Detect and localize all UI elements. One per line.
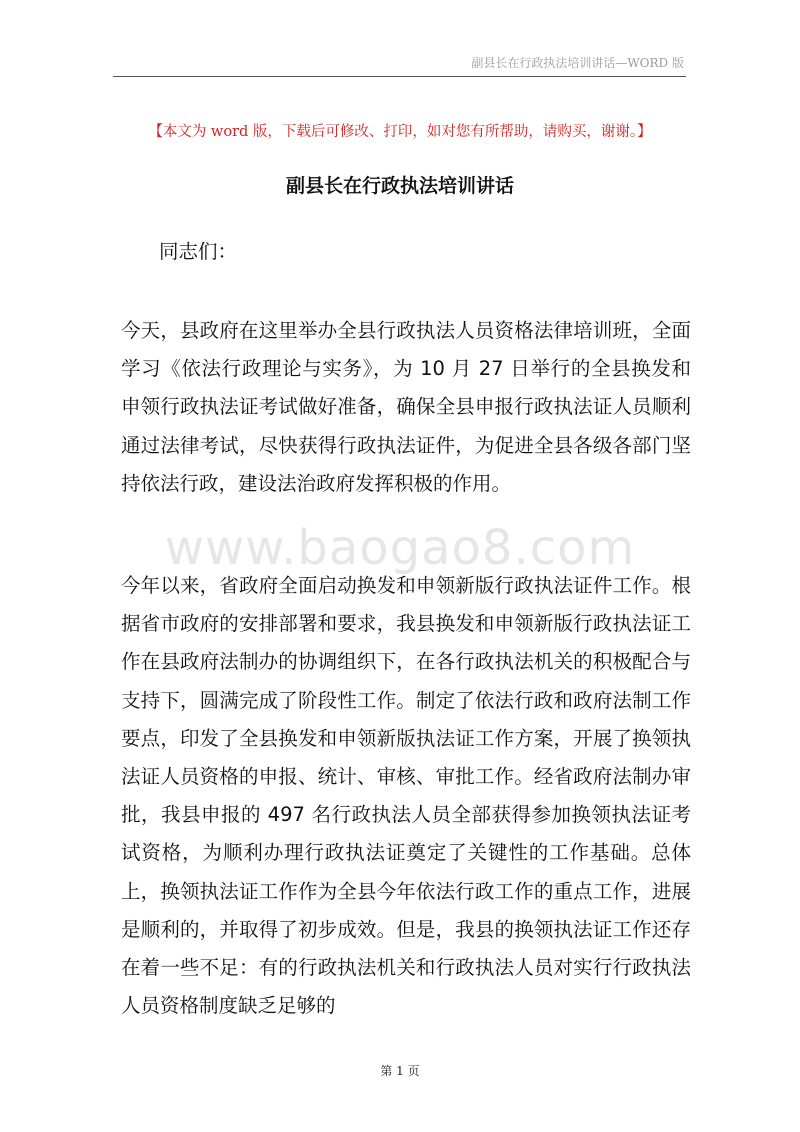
running-header: 副县长在行政执法培训讲话—WORD 版 — [471, 56, 684, 70]
header-divider — [113, 76, 686, 77]
document-title: 副县长在行政执法培训讲话 — [285, 175, 514, 197]
paragraph-2: 今年以来，省政府全面启动换发和申领新版行政执法证件工作。根据省市政府的安排部署和要求，我县换发和申领新版行政执法证工作在县政府法制办的协调组织下，在各行政执法机关的积极配合与支持下，圆满完成了阶段性工作。制定了依法行政和政府法制工作要点，印发了全县换发和申领新版执法证工作方案，开展了换领执法证人员资格的申报、统计、审核、审批工作。经省政府法制办审批，我县申报的 497 名行政执法人员全部获得参加换领执法证考试资格，为顺利办理行政执法证奠定了关键性的工作基础。总体上，换领执法证工作作为全县今年依法行政工作的重点工作，进展是顺利的，并取得了初步成效。但是，我县的换领执法证工作还存在着一些不足：有的行政执法机关和行政执法人员对实行行政执法人员资格制度缺乏足够的 — [121, 574, 691, 1018]
paragraph-1: 今天，县政府在这里举办全县行政执法人员资格法律培训班，全面学习《依法行政理论与实务》，为 10 月 27 日举行的全县换发和申领行政执法证考试做好准备，确保全县申报行政执法证人员顺利通过法律考试，尽快获得行政执法证件，为促进全县各级各部门坚持依法行政，建设法治政府发挥积极的作用。 — [121, 319, 691, 495]
salutation: 同志们： — [159, 240, 238, 263]
purchase-notice: 【本文为 word 版，下载后可修改、打印，如对您有所帮助，请购买，谢谢。】 — [148, 124, 652, 140]
page-number: 第 1 页 — [380, 1064, 420, 1078]
watermark: www.baogao8.com — [164, 520, 636, 576]
